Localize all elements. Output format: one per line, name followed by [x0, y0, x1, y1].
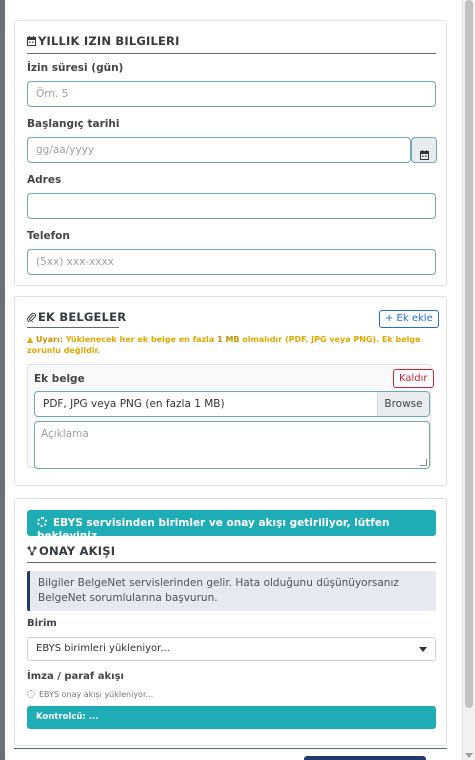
section-divider [27, 53, 436, 54]
warning-icon: ▲ [27, 335, 36, 344]
description-textarea[interactable]: Açıklama [34, 421, 430, 469]
resize-grip-icon[interactable] [420, 459, 427, 466]
signature-flow-label: İmza / paraf akışı [27, 671, 124, 682]
controller-bar: Kontrolcü: ... [27, 706, 436, 729]
footer-divider [14, 748, 447, 749]
calendar-picker-button[interactable] [411, 137, 437, 163]
chevron-down-icon [419, 647, 427, 652]
calendar-icon [27, 35, 36, 49]
paperclip-icon [27, 311, 36, 325]
attachment-label: Ek belge [34, 373, 85, 385]
unit-select[interactable]: EBYS birimleri yükleniyor... [27, 637, 436, 661]
approval-card [14, 498, 447, 746]
spinner-icon [37, 517, 47, 527]
flow-icon [27, 545, 37, 559]
attachment-item [27, 364, 431, 468]
unit-label: Birim [27, 618, 57, 629]
calendar-icon [420, 145, 429, 164]
add-attachment-button[interactable]: + Ek ekle [379, 310, 439, 328]
start-date-label: Başlangıç tarihi [27, 118, 120, 130]
leave-info-title: YILLIK IZIN BILGILERI [27, 34, 180, 49]
phone-label: Telefon [27, 230, 70, 242]
attachments-card [14, 296, 447, 486]
address-input[interactable] [27, 193, 436, 219]
attachments-title: EK BELGELER [27, 310, 126, 325]
scrollbar-thumb[interactable] [465, 0, 473, 708]
submit-button[interactable] [304, 756, 426, 760]
scroll-down-arrow-icon[interactable] [465, 753, 473, 758]
spinner-icon [27, 690, 35, 698]
duration-input[interactable]: Örn. 5 [27, 81, 436, 107]
address-label: Adres [27, 174, 62, 186]
signature-flow-loading: EBYS onay akışı yükleniyor... [27, 690, 153, 699]
duration-label: İzin süresi (gün) [27, 62, 124, 74]
browse-button[interactable]: Browse [377, 392, 429, 416]
start-date-input[interactable]: gg/aa/yyyy [27, 137, 411, 163]
remove-attachment-button[interactable]: Kaldır [393, 369, 434, 388]
ebys-loading-banner: EBYS servisinden birimler ve onay akışı getiriliyor, lütfen bekleyiniz... [27, 510, 436, 536]
leave-info-card [14, 20, 447, 286]
phone-input[interactable]: (5xx) xxx-xxxx [27, 249, 436, 275]
section-divider [27, 327, 119, 328]
approval-title: ONAY AKIŞI [27, 544, 115, 559]
modal-scrollbar[interactable] [462, 0, 475, 760]
file-input[interactable]: PDF, JPG veya PNG (en fazla 1 MB) Browse [34, 391, 430, 417]
leave-request-modal [5, 0, 462, 760]
belgenet-info-alert: Bilgiler BelgeNet servislerinden gelir. Hata olduğunu düşünüyorsanız BelgeNet sorumlularına başvurun. [27, 571, 436, 611]
section-divider [27, 562, 436, 563]
attachment-warning: ▲ Uyarı: Yüklenecek her ek belge en fazla 1 MB olmalıdır (PDF, JPG veya PNG). Ek belge zorunlu değildir. [27, 335, 421, 355]
